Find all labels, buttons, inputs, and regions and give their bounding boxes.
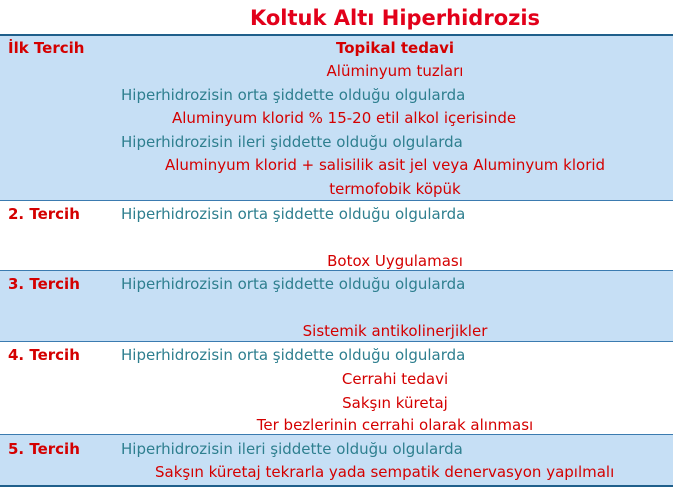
treatment-line: Sistemik antikolinerjikler xyxy=(302,322,488,340)
row-label: İlk Tercih xyxy=(8,39,85,57)
condition-line: Hiperhidrozisin orta şiddette olduğu olgularda xyxy=(121,275,466,293)
condition-line: Hiperhidrozisin ileri şiddette olduğu olgularda xyxy=(121,133,463,151)
condition-line: Hiperhidrozisin orta şiddette olduğu olgularda xyxy=(121,86,466,104)
treatment-line: Botox Uygulaması xyxy=(327,252,463,270)
treatment-line: termofobik köpük xyxy=(329,180,461,198)
condition-line: Hiperhidrozisin orta şiddette olduğu olgularda xyxy=(121,346,466,364)
treatment-line: Aluminyum klorid + salisilik asit jel veya Aluminyum klorid xyxy=(165,156,606,174)
treatment-line: Cerrahi tedavi xyxy=(341,370,449,388)
treatment-line: Ter bezlerinin cerrahi olarak alınması xyxy=(256,416,534,434)
condition-line: Hiperhidrozisin ileri şiddette olduğu olgularda xyxy=(121,440,463,458)
row-label: 4. Tercih xyxy=(8,346,80,364)
treatment-line: Alüminyum tuzları xyxy=(326,62,464,80)
table-bottom-border xyxy=(0,485,673,487)
row-label: 3. Tercih xyxy=(8,275,80,293)
condition-line: Hiperhidrozisin orta şiddette olduğu olgularda xyxy=(121,205,466,223)
treatment-line: Sakşın küretaj xyxy=(342,394,448,412)
row-heading: Topikal tedavi xyxy=(335,39,454,57)
treatment-line: Aluminyum klorid % 15-20 etil alkol içerisinde xyxy=(172,109,517,127)
treatment-line: Sakşın küretaj tekrarla yada sempatik denervasyon yapılmalı xyxy=(155,463,615,481)
row-label: 5. Tercih xyxy=(8,440,80,458)
page-title: Koltuk Altı Hiperhidrozis xyxy=(249,6,541,30)
row-label: 2. Tercih xyxy=(8,205,80,223)
